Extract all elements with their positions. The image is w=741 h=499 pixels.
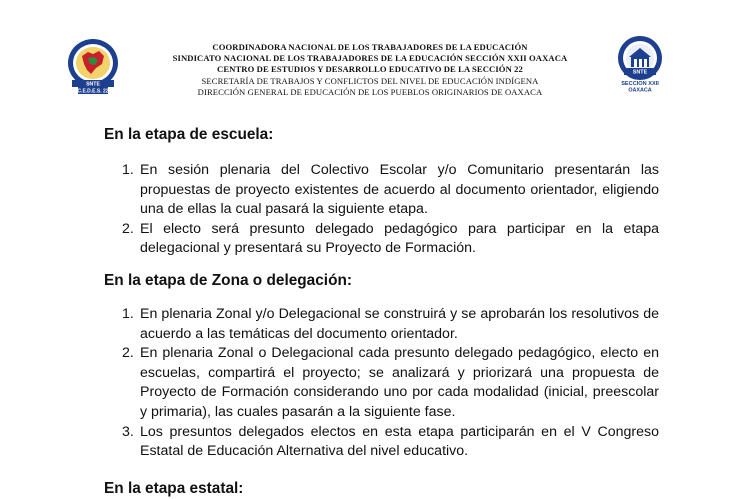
logo-right-line2: OAXACA bbox=[628, 87, 652, 94]
list-item bbox=[104, 220, 659, 259]
cedes-22-logo bbox=[66, 38, 120, 96]
list-item bbox=[104, 344, 659, 422]
list-item-text: En plenaria Zonal y/o Delegacional se construirá y se aprobarán los resolutivos de acuerdo a las temáticas del documento orientador. bbox=[140, 305, 659, 342]
list-number: 2. bbox=[122, 220, 134, 237]
logo-left-bottom-text: C.E.D.E.S. 22 bbox=[77, 88, 109, 95]
document-body bbox=[104, 125, 659, 499]
section-title-estatal: En la etapa estatal: bbox=[104, 479, 244, 497]
section-title-escuela: En la etapa de escuela: bbox=[104, 126, 274, 143]
header-line-4: SECRETARÍA DE TRABAJOS Y CONFLICTOS DEL NIVEL DE EDUCACIÓN INDÍGENA bbox=[201, 75, 539, 86]
cedes-22-logo-icon bbox=[66, 38, 120, 96]
header-line-3: CENTRO DE ESTUDIOS Y DESARROLLO EDUCATIVO DE LA SECCIÓN 22 bbox=[217, 64, 523, 75]
list-escuela bbox=[104, 161, 659, 259]
list-item bbox=[104, 161, 659, 220]
logo-right-ring-text: SNTE bbox=[632, 69, 648, 76]
list-item bbox=[104, 305, 659, 344]
header-line-2: SINDICATO NACIONAL DE LOS TRABAJADORES DE LA EDUCACIÓN SECCIÓN XXII OAXACA bbox=[172, 53, 568, 64]
header-line-5: DIRECCIÓN GENERAL DE EDUCACIÓN DE LOS PUEBLOS ORIGINARIOS DE OAXACA bbox=[197, 86, 543, 97]
snte-seccion-xxii-logo-icon bbox=[610, 34, 670, 94]
logo-left-top-text: SNTE bbox=[86, 81, 100, 88]
list-item-text: En plenaria Zonal o Delegacional cada presunto delegado pedagógico, electo en escuelas, compartirá el proyecto; se analizará y priorizará una propuesta de Proyecto de Formación considerando uno por cada modalidad (inicial, preescolar y primaria), las cuales pasarán a la siguiente fase. bbox=[140, 345, 659, 420]
list-number: 3. bbox=[122, 423, 134, 440]
logo-right-line1: SECCION XXII bbox=[621, 81, 659, 87]
list-item bbox=[104, 423, 659, 462]
list-number: 1. bbox=[122, 305, 134, 322]
list-number: 2. bbox=[122, 345, 134, 362]
header-line-1: COORDINADORA NACIONAL DE LOS TRABAJADORES DE LA EDUCACIÓN bbox=[212, 42, 528, 52]
list-item-text: En sesión plenaria del Colectivo Escolar y/o Comunitario presentarán las propuestas de proyecto existentes de acuerdo al documento orientador, eligiendo una de ellas la cual pasará la siguiente etapa. bbox=[140, 162, 659, 218]
list-zona bbox=[104, 305, 659, 462]
section-title-zona: En la etapa de Zona o delegación: bbox=[104, 271, 353, 289]
list-item-text: El electo será presunto delegado pedagógico para participar en la etapa delegacional y presentará su Proyecto de Formación. bbox=[140, 220, 659, 257]
header-text-block bbox=[150, 42, 590, 98]
snte-seccion-xxii-logo bbox=[610, 34, 670, 94]
list-number: 1. bbox=[122, 162, 134, 178]
list-item-text: Los presuntos delegados electos en esta etapa participarán en el V Congreso Estatal de Educación Alternativa del nivel educativo. bbox=[140, 423, 659, 460]
document-header bbox=[0, 0, 741, 110]
